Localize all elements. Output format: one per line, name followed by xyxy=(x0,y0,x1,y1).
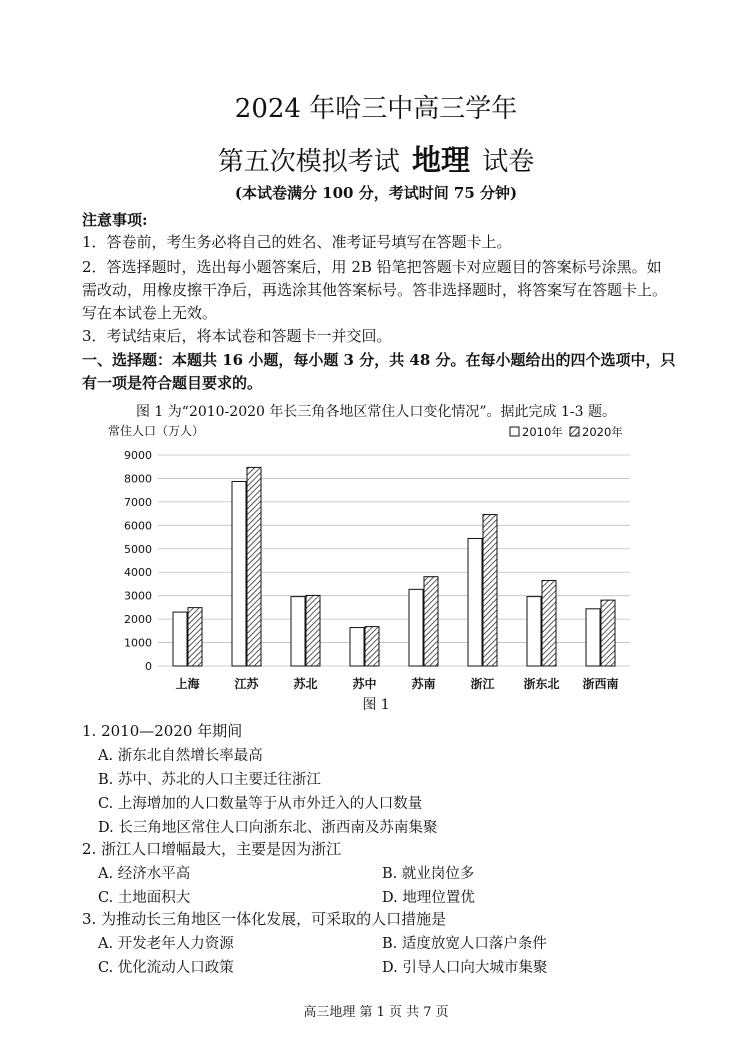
x-axis-ticks xyxy=(175,676,618,690)
section-heading: 一、选择题：本题共 16 小题，每小题 3 分，共 48 分。在每小题给出的四个选项中，只 xyxy=(82,351,676,369)
question-2-option-c[interactable]: C. 土地面积大 xyxy=(98,890,191,906)
question-2-stem: 2. 浙江人口增幅最大，主要是因为浙江 xyxy=(82,840,342,858)
x-tick-label: 苏北 xyxy=(293,677,318,690)
x-tick-label: 苏中 xyxy=(352,677,377,690)
bar-2020 xyxy=(542,580,556,666)
bar-2010 xyxy=(586,609,600,666)
exam-title-line2 xyxy=(0,138,752,179)
notice-title: 注意事项: xyxy=(82,211,148,229)
section-heading-cont: 有一项是符合题目要求的。 xyxy=(82,374,263,392)
bar-2010 xyxy=(527,597,541,666)
x-tick-label: 浙东北 xyxy=(523,677,560,690)
notice-item-3: 3．考试结束后，将本试卷和答题卡一并交回。 xyxy=(82,327,392,345)
notice-item-1: 1．答卷前，考生务必将自己的姓名、准考证号填写在答题卡上。 xyxy=(82,233,512,251)
exam-subtitle: (本试卷满分 100 分，考试时间 75 分钟) xyxy=(234,184,518,202)
question-2-option-d[interactable]: D. 地理位置优 xyxy=(382,890,475,906)
y-tick-label: 0 xyxy=(145,660,152,673)
y-tick-label: 2000 xyxy=(124,613,152,627)
x-tick-label: 浙江 xyxy=(470,677,495,690)
bar-2020 xyxy=(247,467,261,666)
y-tick-label: 5000 xyxy=(124,542,152,556)
question-3-option-a[interactable]: A. 开发老年人力资源 xyxy=(98,936,234,952)
legend-label: 2020年 xyxy=(582,425,623,439)
question-1-stem: 1. 2010—2020 年期间 xyxy=(82,722,243,740)
bar-2010 xyxy=(173,612,187,666)
bar-2010 xyxy=(291,597,305,666)
chart-bars xyxy=(173,467,615,666)
x-tick-label: 江苏 xyxy=(234,677,259,690)
chart-legend xyxy=(510,425,623,439)
y-tick-label: 7000 xyxy=(124,495,152,509)
question-3-option-c[interactable]: C. 优化流动人口政策 xyxy=(98,960,234,976)
bar-2020 xyxy=(601,600,615,666)
question-3-option-b[interactable]: B. 适度放宽人口落户条件 xyxy=(382,936,547,952)
bar-2020 xyxy=(483,515,497,666)
bar-2020 xyxy=(306,595,320,666)
y-axis-ticks xyxy=(124,449,152,673)
bar-2020 xyxy=(365,627,379,666)
x-tick-label: 浙西南 xyxy=(582,677,619,690)
exam-title-prefix: 第五次模拟考试 xyxy=(217,147,400,177)
bar-2010 xyxy=(232,481,246,666)
population-bar-chart xyxy=(100,418,640,690)
chart-gridlines xyxy=(158,455,630,666)
notice-item-2: 2．答选择题时，选出每小题答案后，用 2B 铅笔把答题卡对应题目的答案标号涂黑。如 xyxy=(82,258,662,276)
figure-caption: 图 1 xyxy=(362,697,390,713)
figure-intro: 图 1 为“2010-2020 年长三角各地区常住人口变化情况”。据此完成 1-3 题。 xyxy=(135,404,616,420)
legend-swatch xyxy=(570,427,579,436)
page-footer: 高三地理 第 1 页 共 7 页 xyxy=(303,1005,449,1020)
bar-2020 xyxy=(188,608,202,666)
question-2-option-b[interactable]: B. 就业岗位多 xyxy=(382,866,475,882)
y-tick-label: 3000 xyxy=(124,589,152,603)
y-tick-label: 6000 xyxy=(124,519,152,533)
question-1-option-a[interactable]: A. 浙东北自然增长率最高 xyxy=(98,748,263,764)
x-tick-label: 上海 xyxy=(175,677,200,690)
bar-2010 xyxy=(468,538,482,666)
y-tick-label: 8000 xyxy=(124,472,152,486)
question-3-stem: 3. 为推动长三角地区一体化发展，可采取的人口措施是 xyxy=(82,910,447,928)
legend-swatch xyxy=(510,427,519,436)
y-tick-label: 9000 xyxy=(124,449,152,462)
question-2-option-a[interactable]: A. 经济水平高 xyxy=(98,866,191,882)
y-tick-label: 1000 xyxy=(124,636,152,650)
y-axis-label: 常住人口（万人） xyxy=(108,424,205,438)
bar-2020 xyxy=(424,577,438,666)
exam-title-line1: 2024 年哈三中高三学年 xyxy=(234,94,518,124)
question-1-option-b[interactable]: B. 苏中、苏北的人口主要迁往浙江 xyxy=(98,772,321,788)
y-tick-label: 4000 xyxy=(124,566,152,580)
notice-item-2-end: 写在本试卷上无效。 xyxy=(82,304,218,322)
x-tick-label: 苏南 xyxy=(411,677,436,690)
question-1-option-c[interactable]: C. 上海增加的人口数量等于从市外迁入的人口数量 xyxy=(98,796,423,812)
bar-2010 xyxy=(409,589,423,666)
question-1-option-d[interactable]: D. 长三角地区常住人口向浙东北、浙西南及苏南集聚 xyxy=(98,820,438,836)
legend-label: 2010年 xyxy=(522,425,563,439)
question-3-option-d[interactable]: D. 引导人口向大城市集聚 xyxy=(382,960,548,976)
bar-2010 xyxy=(350,628,364,666)
notice-item-2-cont: 需改动，用橡皮擦干净后，再选涂其他答案标号。答非选择题时，将答案写在答题卡上。 xyxy=(82,281,668,299)
exam-subject: 地理 xyxy=(411,143,470,177)
exam-title-suffix: 试卷 xyxy=(482,147,535,177)
